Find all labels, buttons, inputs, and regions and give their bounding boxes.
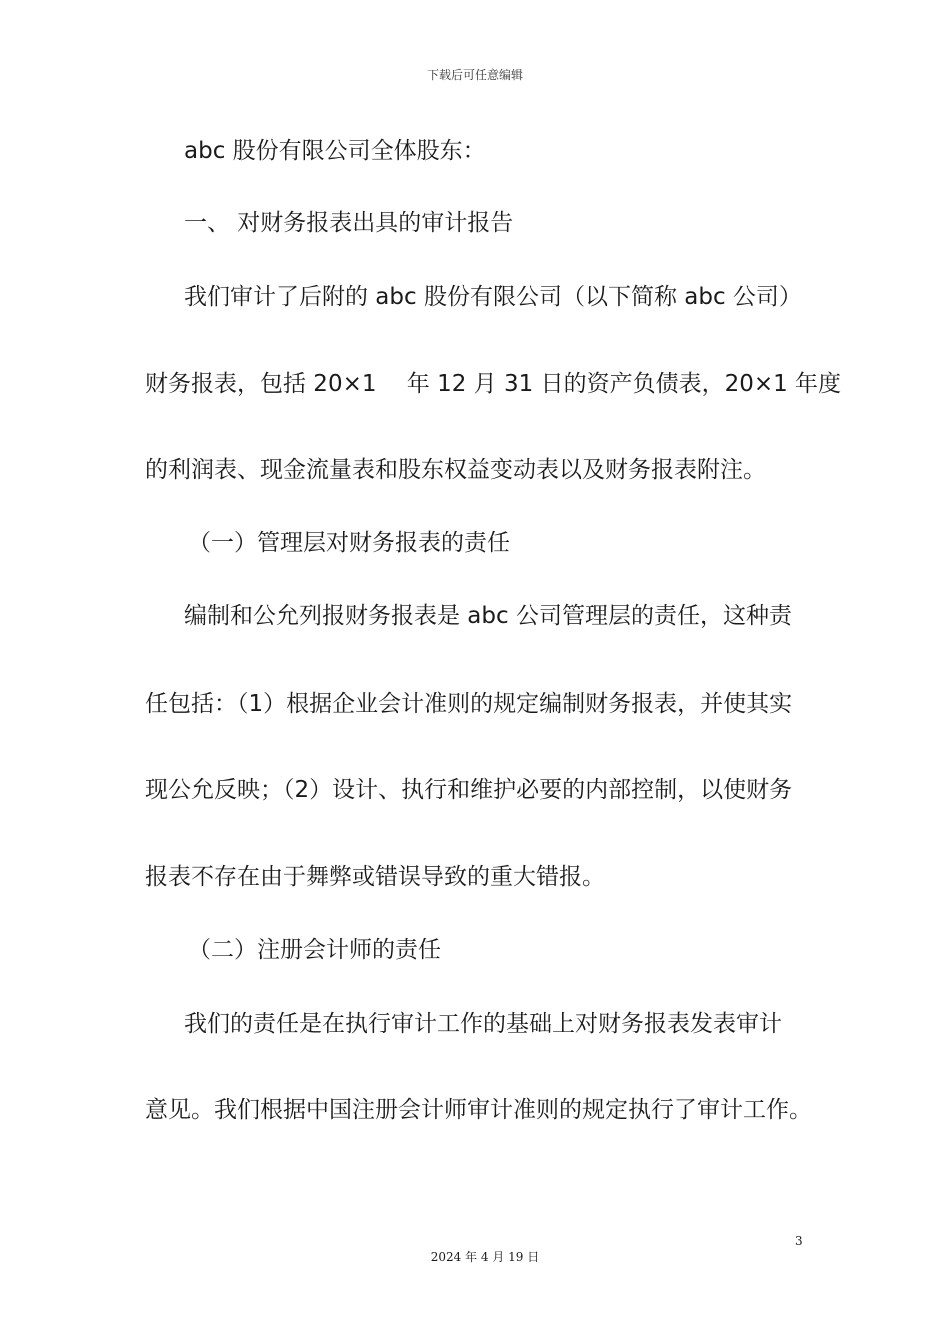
header-note: 下载后可任意编辑 [426,68,523,82]
subsection-heading-management-responsibility: （一）管理层对财务报表的责任 [188,530,510,556]
footer-date: 2024 年 4 月 19 日 [430,1250,540,1264]
paragraph-line: 意见。我们根据中国注册会计师审计准则的规定执行了审计工作。 [145,1097,812,1123]
section-heading-audit-report: 一、 对财务报表出具的审计报告 [184,210,514,236]
page-number: 3 [795,1234,803,1248]
paragraph-line: 我们的责任是在执行审计工作的基础上对财务报表发表审计 [184,1011,782,1037]
paragraph-line: 编制和公允列报财务报表是 abc 公司管理层的责任，这种责 [184,603,792,629]
salutation: abc 股份有限公司全体股东： [184,138,486,164]
paragraph-line: 报表不存在由于舞弊或错误导致的重大错报。 [145,864,605,890]
paragraph-line: 我们审计了后附的 abc 股份有限公司（以下简称 abc 公司） [184,284,802,310]
paragraph-line: 财务报表，包括 20×1 年 12 月 31 日的资产负债表，20×1 年度 [145,371,842,397]
paragraph-line: 现公允反映；（2）设计、执行和维护必要的内部控制，以使财务 [145,777,793,803]
paragraph-line: 的利润表、现金流量表和股东权益变动表以及财务报表附注。 [145,457,766,483]
paragraph-line: 任包括：（1）根据企业会计准则的规定编制财务报表，并使其实 [145,691,793,717]
subsection-heading-auditor-responsibility: （二）注册会计师的责任 [188,937,441,963]
